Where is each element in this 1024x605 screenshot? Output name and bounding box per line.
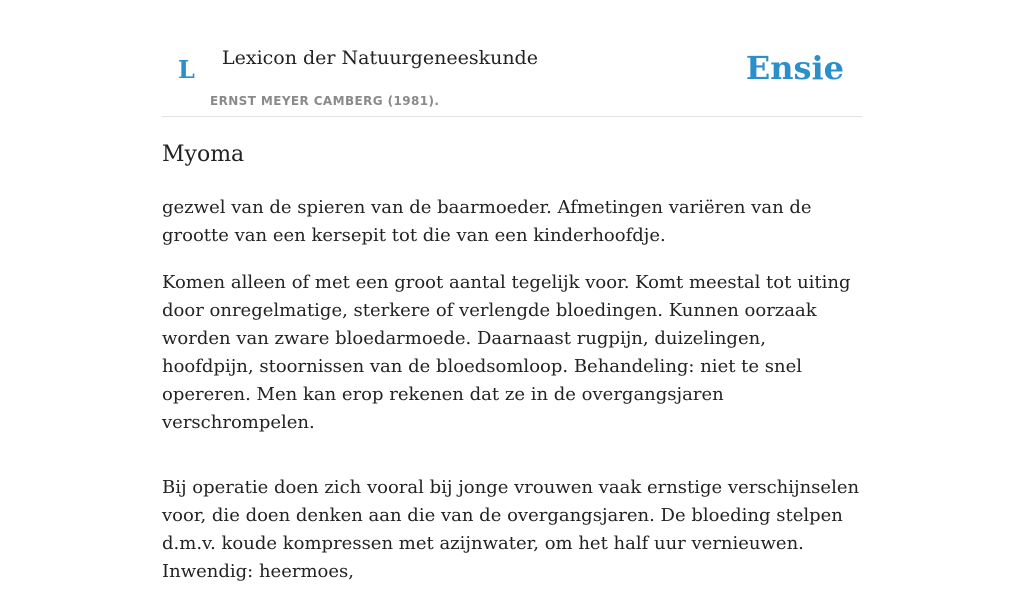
entry-title: Myoma (162, 142, 245, 167)
ensie-logo-link[interactable]: Ensie (745, 49, 844, 87)
book-letter-badge[interactable]: L (178, 55, 195, 84)
entry-paragraph-3: Bij operatie doen zich vooral bij jonge vrouwen vaak ernstige verschijnselen voor, die doen denken aan die van de overgangsjaren. De bloeding stelpen d.m.v. koude kompressen met azijnwater, om het half uur vernieuwen. Inwendig: heermoes, (162, 477, 860, 582)
book-header (162, 30, 862, 117)
book-title-link[interactable]: Lexicon der Natuurgeneeskunde (222, 47, 538, 69)
entry-paragraph-1: gezwel van de spieren van de baarmoeder. Afmetingen variëren van de grootte van een kersepit tot die van een kinderhoofdje. (162, 197, 812, 246)
entry-content (162, 138, 862, 605)
entry-paragraph-2: Komen alleen of met een groot aantal tegelijk voor. Komt meestal tot uiting door onregelmatige, sterkere of verlengde bloedingen. Kunnen oorzaak worden van zware bloedarmoede. Daarnaast rugpijn, duizelingen, hoofdpijn, stoornissen van de bloedsomloop. Behandeling: niet te snel opereren. Men kan erop rekenen dat ze in de overgangsjaren verschrompelen. (162, 272, 851, 433)
book-author: ERNST MEYER CAMBERG (1981). (210, 94, 440, 108)
